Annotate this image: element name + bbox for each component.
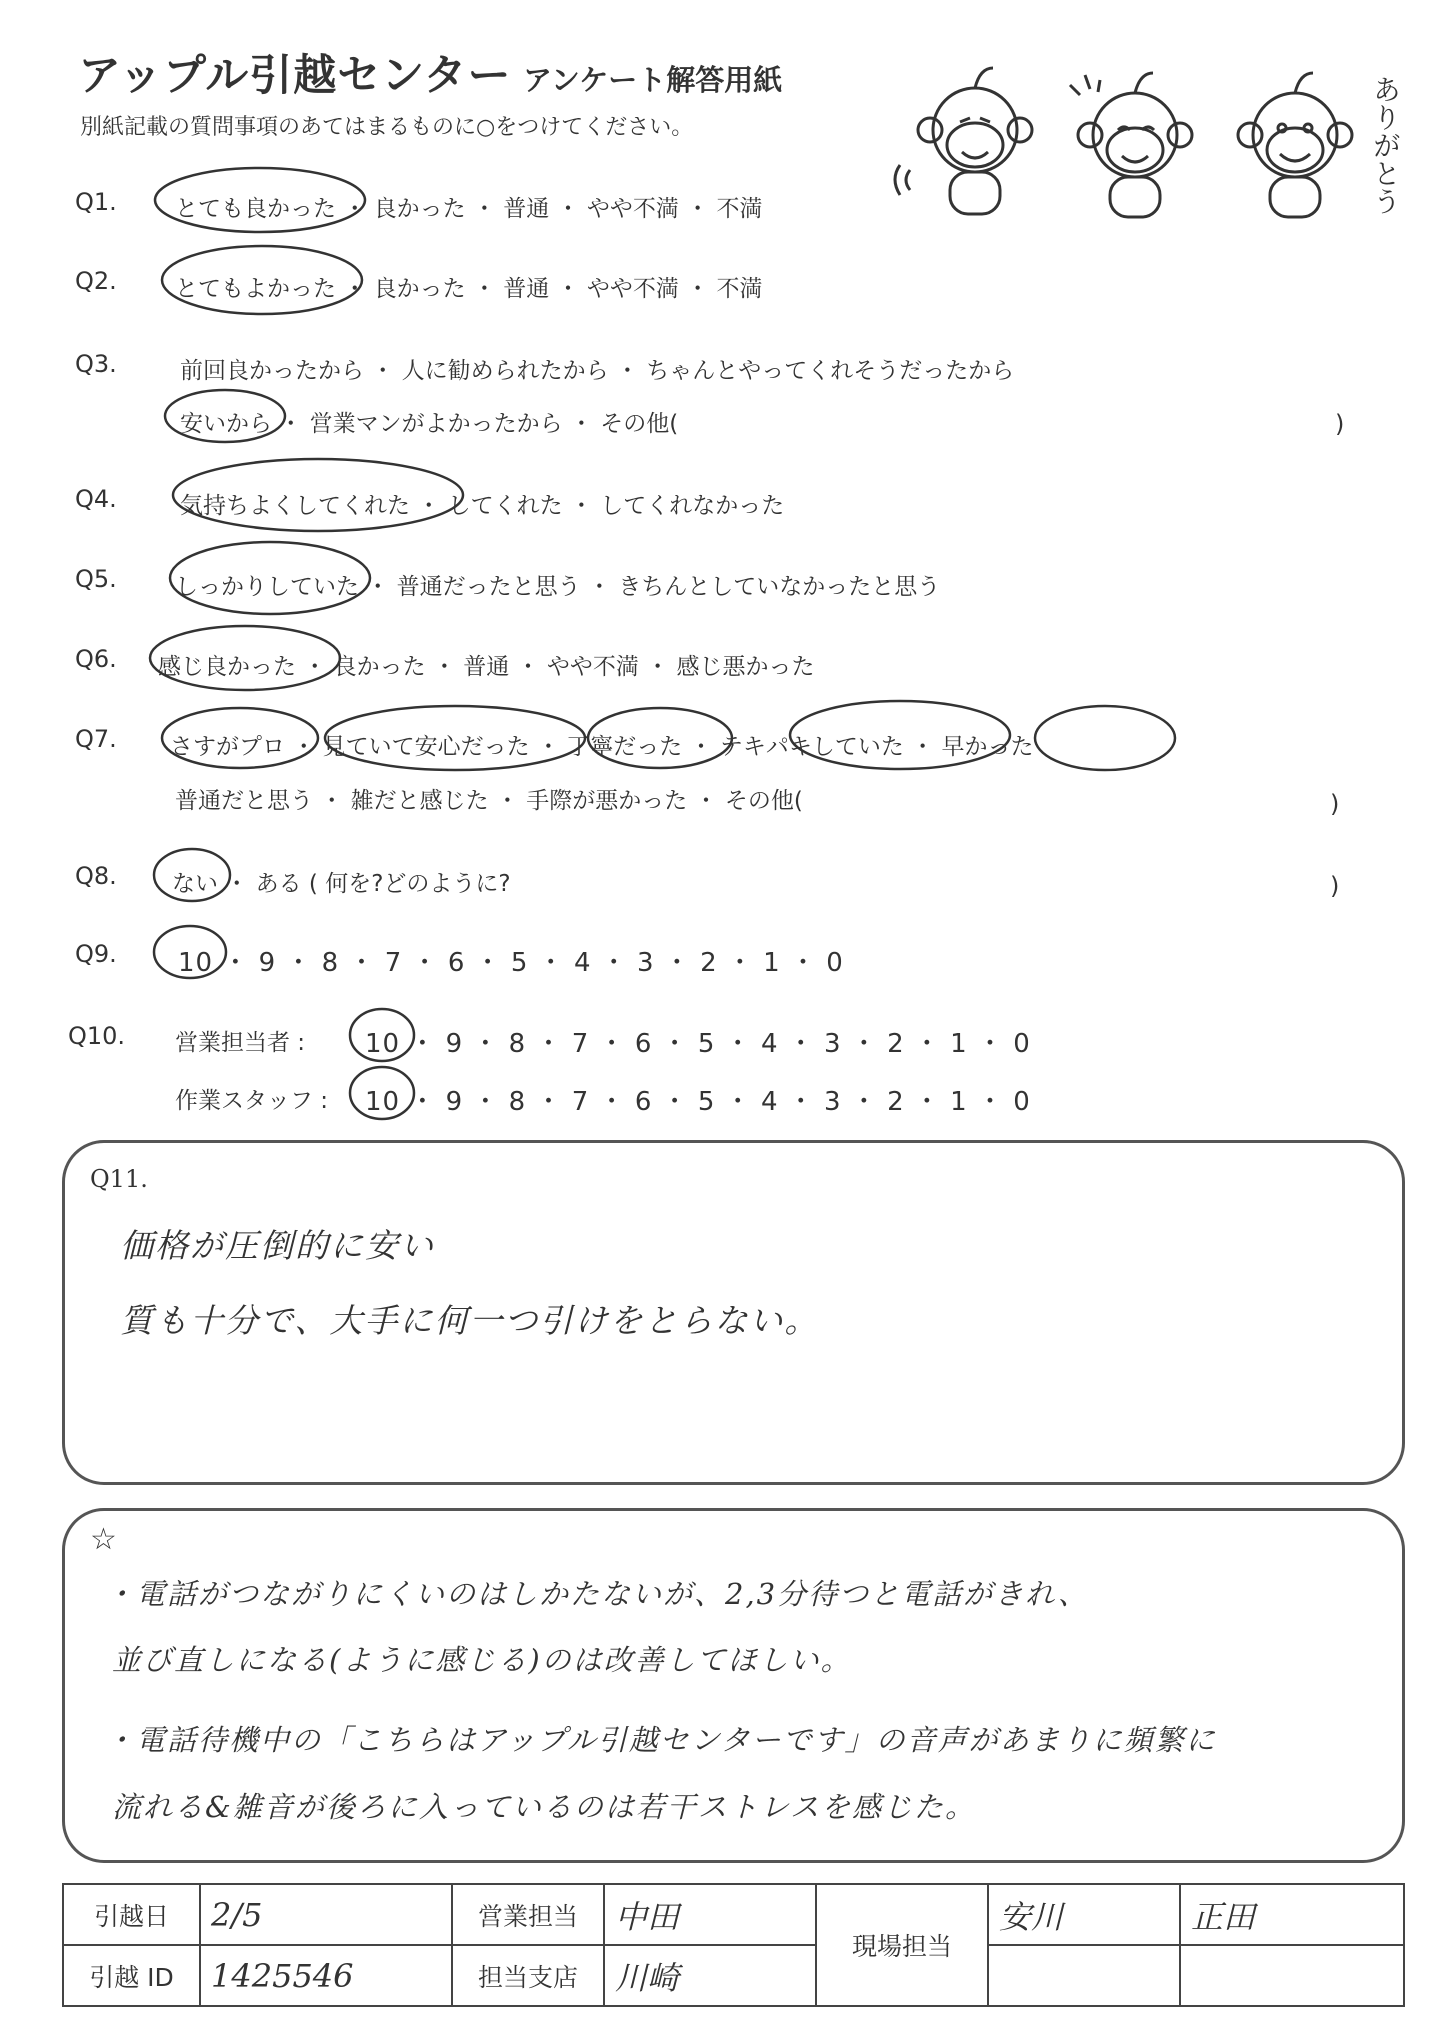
branch-value[interactable]: 川崎 [604, 1945, 816, 2006]
q7-selection-circle-5 [1035, 706, 1175, 770]
q10-number: Q10. [68, 1022, 126, 1050]
comment-line4: 流れる&雑音が後ろに入っているのは若干ストレスを感じた。 [112, 1790, 976, 1824]
q10-sales-label: 営業担当者 : [175, 1030, 306, 1056]
q8-close-paren: ) [1330, 872, 1340, 900]
move-info-table [62, 1883, 1405, 2007]
move-date-label: 引越日 [63, 1884, 200, 1945]
comment-line3: ・電話待機中の「こちらはアップル引越センターです」の音声があまりに頻繁に [105, 1723, 1217, 1757]
form-subtitle: アンケート解答用紙 [523, 63, 783, 97]
q5-number: Q5. [75, 565, 117, 593]
q1-options[interactable]: とても良かった ・ 良かった ・ 普通 ・ やや不満 ・ 不満 [175, 196, 763, 222]
q9-scale[interactable]: 10 ・ 9 ・ 8 ・ 7 ・ 6 ・ 5 ・ 4 ・ 3 ・ 2 ・ 1 ・ 0 [178, 948, 844, 978]
q11-number: Q11. [90, 1165, 148, 1193]
q4-number: Q4. [75, 485, 117, 513]
site-rep-empty-2[interactable] [1180, 1945, 1404, 2006]
q4-options[interactable]: 気持ちよくしてくれた ・ してくれた ・ してくれなかった [180, 493, 785, 519]
q2-options[interactable]: とてもよかった ・ 良かった ・ 普通 ・ やや不満 ・ 不満 [175, 276, 763, 302]
move-id-label: 引越 ID [63, 1945, 200, 2006]
comment-line2: 並び直しになる(ように感じる)のは改善してほしい。 [112, 1643, 852, 1677]
move-date-value[interactable]: 2/5 [200, 1884, 452, 1945]
q10-sales-scale[interactable]: 10 ・ 9 ・ 8 ・ 7 ・ 6 ・ 5 ・ 4 ・ 3 ・ 2 ・ 1 ・ 0 [365, 1029, 1031, 1059]
q6-number: Q6. [75, 645, 117, 673]
mascot-thanks-text: ありがとう [1369, 75, 1402, 215]
q7-options-line1[interactable]: さすがプロ ・ 見ていて安心だった ・ 丁寧だった ・ テキパキしていた ・ 早かった [170, 734, 1034, 760]
q3-close-paren: ) [1335, 410, 1345, 438]
sales-rep-label: 営業担当 [452, 1884, 604, 1945]
q3-number: Q3. [75, 350, 117, 378]
q3-options-line2[interactable]: 安いから ・ 営業マンがよかったから ・ その他( [180, 411, 679, 437]
site-rep-value-1[interactable]: 安川 [988, 1884, 1180, 1945]
q1-number: Q1. [75, 188, 117, 216]
q11-answer-line1: 価格が圧倒的に安い [120, 1226, 435, 1265]
q7-options-line2[interactable]: 普通だと思う ・ 雑だと感じた ・ 手際が悪かった ・ その他( [175, 788, 803, 814]
q10-staff-scale[interactable]: 10 ・ 9 ・ 8 ・ 7 ・ 6 ・ 5 ・ 4 ・ 3 ・ 2 ・ 1 ・ 0 [365, 1087, 1031, 1117]
q3-options-line1[interactable]: 前回良かったから ・ 人に勧められたから ・ ちゃんとやってくれそうだったから [180, 358, 1015, 384]
q7-number: Q7. [75, 725, 117, 753]
q6-options[interactable]: 感じ良かった ・ 良かった ・ 普通 ・ やや不満 ・ 感じ悪かった [158, 654, 815, 680]
q8-options[interactable]: ない ・ ある ( 何を?どのように? [172, 871, 511, 897]
star-icon: ☆ [90, 1522, 117, 1557]
site-rep-empty-1[interactable] [988, 1945, 1180, 2006]
q8-number: Q8. [75, 862, 117, 890]
q9-number: Q9. [75, 940, 117, 968]
q2-number: Q2. [75, 267, 117, 295]
q5-options[interactable]: しっかりしていた ・ 普通だったと思う ・ きちんとしていなかったと思う [175, 574, 941, 600]
site-rep-label: 現場担当 [816, 1884, 988, 2006]
form-title: アップル引越センター [78, 51, 512, 101]
move-id-value[interactable]: 1425546 [200, 1945, 452, 2006]
mascot-monkeys-illustration [890, 60, 1390, 230]
q10-staff-label: 作業スタッフ : [175, 1088, 329, 1114]
branch-label: 担当支店 [452, 1945, 604, 2006]
instruction-text: 別紙記載の質問事項のあてはまるものに○をつけてください。 [80, 115, 694, 140]
q7-close-paren: ) [1330, 790, 1340, 818]
sales-rep-value[interactable]: 中田 [604, 1884, 816, 1945]
q11-answer-line2: 質も十分で、大手に何一つ引けをとらない。 [120, 1301, 820, 1340]
comment-line1: ・電話がつながりにくいのはしかたないが、2,3分待つと電話がきれ、 [105, 1577, 1089, 1611]
site-rep-value-2[interactable]: 正田 [1180, 1884, 1404, 1945]
